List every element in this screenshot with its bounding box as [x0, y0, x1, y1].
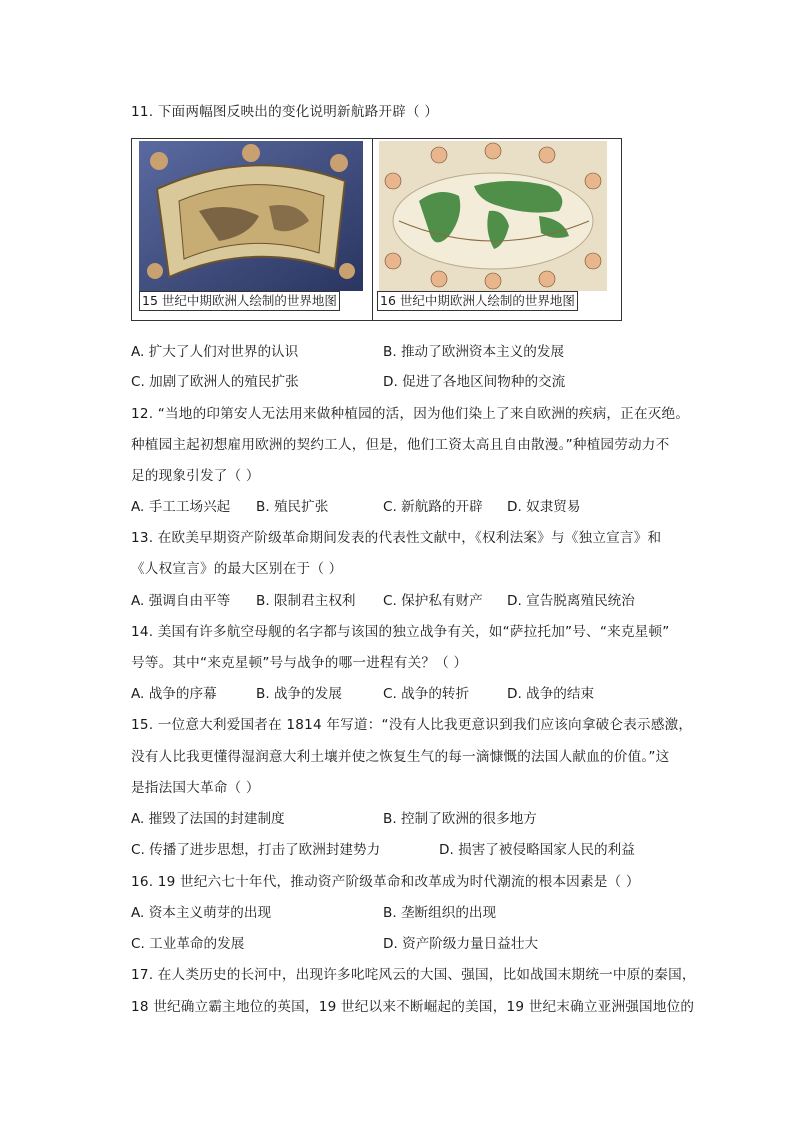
q12-option-d[interactable]: D. 奴隶贸易 [507, 499, 581, 515]
q16-option-a[interactable]: A. 资本主义萌芽的出现 [131, 905, 272, 921]
q12-option-b[interactable]: B. 殖民扩张 [256, 499, 329, 515]
q13-option-c[interactable]: C. 保护私有财产 [383, 593, 483, 609]
question-17-line-1: 17. 在人类历史的长河中，出现许多叱咤风云的大国、强国，比如战国末期统一中原的秦国， [131, 967, 696, 983]
question-17-line-2: 18 世纪确立霸主地位的英国，19 世纪以来不断崛起的美国，19 世纪末确立亚洲强国地位的 [131, 999, 695, 1015]
q15-option-b[interactable]: B. 控制了欧洲的很多地方 [383, 811, 537, 827]
q16-option-c[interactable]: C. 工业革命的发展 [131, 936, 245, 952]
q16-option-d[interactable]: D. 资产阶级力量日益壮大 [383, 936, 539, 952]
question-15-line-2: 没有人比我更懂得湿润意大利土壤并使之恢复生气的每一滴慷慨的法国人献血的价值。”这 [131, 749, 670, 765]
q12-option-a[interactable]: A. 手工工场兴起 [131, 499, 231, 515]
q11-option-d[interactable]: D. 促进了各地区间物种的交流 [383, 374, 566, 390]
q13-option-a[interactable]: A. 强调自由平等 [131, 593, 231, 609]
question-14-line-2: 号等。其中“来克星顿”号与战争的哪一进程有关？（ ） [131, 655, 468, 671]
question-15-line-3: 是指法国大革命（ ） [131, 780, 260, 796]
question-13-line-1: 13. 在欧美早期资产阶级革命期间发表的代表性文献中，《权利法案》与《独立宣言》和 [131, 530, 662, 546]
map-15th-century-caption: 15 世纪中期欧洲人绘制的世界地图 [139, 291, 340, 311]
q14-option-c[interactable]: C. 战争的转折 [383, 686, 470, 702]
q11-option-c[interactable]: C. 加剧了欧洲人的殖民扩张 [131, 374, 299, 390]
q14-option-b[interactable]: B. 战争的发展 [256, 686, 342, 702]
question-13-line-2: 《人权宣言》的最大区别在于（ ） [131, 561, 343, 577]
q11-option-b[interactable]: B. 推动了欧洲资本主义的发展 [383, 344, 565, 360]
map-16th-century-caption: 16 世纪中期欧洲人绘制的世界地图 [377, 291, 578, 311]
question-14-line-1: 14. 美国有许多航空母舰的名字都与该国的独立战争有关，如“萨拉托加”号、“来克星顿” [131, 624, 670, 640]
question-12-line-1: 12. “当地的印第安人无法用来做种植园的活，因为他们染上了来自欧洲的疾病，正在灭绝。 [131, 406, 690, 422]
question-16-stem: 16. 19 世纪六七十年代，推动资产阶级革命和改革成为时代潮流的根本因素是（ ） [131, 874, 640, 890]
maps-table [131, 138, 622, 321]
q13-option-d[interactable]: D. 宣告脱离殖民统治 [507, 593, 635, 609]
q16-option-b[interactable]: B. 垄断组织的出现 [383, 905, 497, 921]
question-11-stem: 11. 下面两幅图反映出的变化说明新航路开辟（ ） [131, 104, 439, 120]
table-divider [372, 139, 373, 320]
question-15-line-1: 15. 一位意大利爱国者在 1814 年写道：“没有人比我更意识到我们应该向拿破仑表示感激， [131, 717, 693, 733]
q14-option-d[interactable]: D. 战争的结束 [507, 686, 595, 702]
q15-option-a[interactable]: A. 摧毁了法国的封建制度 [131, 811, 285, 827]
q13-option-b[interactable]: B. 限制君主权利 [256, 593, 356, 609]
q12-option-c[interactable]: C. 新航路的开辟 [383, 499, 483, 515]
map-15th-century-image [139, 141, 363, 291]
q15-option-c[interactable]: C. 传播了进步思想，打击了欧洲封建势力 [131, 842, 381, 858]
map-16th-century-image [379, 141, 607, 291]
question-12-line-3: 足的现象引发了（ ） [131, 468, 260, 484]
question-12-line-2: 种植园主起初想雇用欧洲的契约工人，但是，他们工资太高且自由散漫。”种植园劳动力不 [131, 437, 670, 453]
q14-option-a[interactable]: A. 战争的序幕 [131, 686, 217, 702]
q15-option-d[interactable]: D. 损害了被侵略国家人民的利益 [439, 842, 635, 858]
q11-option-a[interactable]: A. 扩大了人们对世界的认识 [131, 344, 299, 360]
